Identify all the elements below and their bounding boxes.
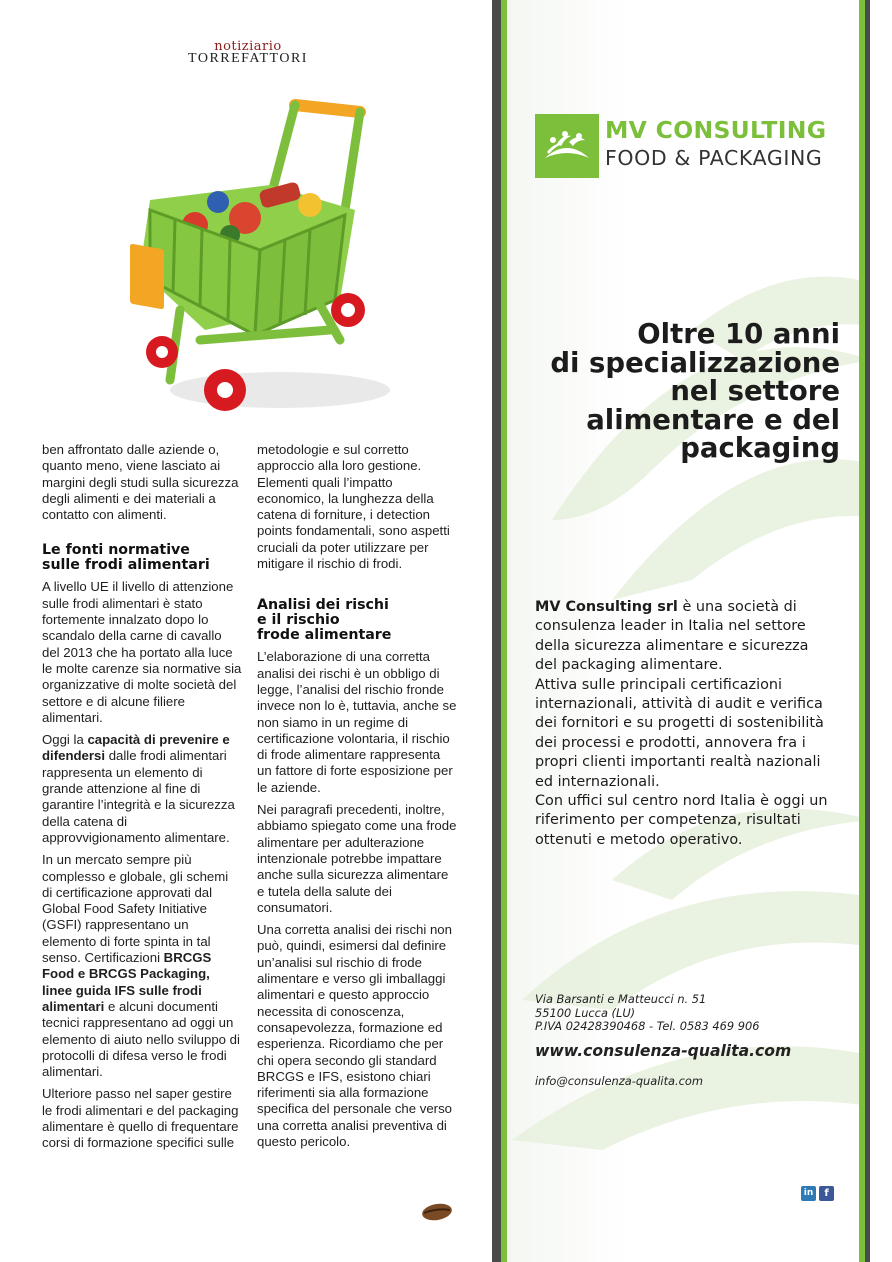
desc-paragraph-2: Attiva sulle principali certificazioni internazionali, attività di audit e verifica dei fornitori e su progetti di sostenibilità dei processi e prodotti, annovera fra i propri clienti importanti realtà nazionali ed internazionali. bbox=[535, 676, 824, 790]
website-link[interactable]: www.consulenza-qualita.com bbox=[535, 1042, 792, 1060]
address-city: 55100 Lucca (LU) bbox=[535, 1005, 636, 1020]
article-column-1 bbox=[42, 442, 242, 1158]
masthead-title: TORREFATTORI bbox=[188, 51, 308, 66]
heading-fonti-normative bbox=[42, 543, 242, 573]
heading-fonti-line1: Le fonti normative bbox=[42, 542, 190, 559]
col2-paragraph-3: Una corretta analisi dei rischi non può, quindi, esimersi dal definire un’analisi sul rischio di frode alimentare e verso gli imballaggi alimentari e questo approccio necessita di conoscenza, consapevolezza, formazione ed esperienza. Ricordiamo che per chi opera secondo gli standard BRCGS e IFS, esistono chiari riferimenti sia alla formazione specifica del personale che verso una corretta analisi preventiva di questo pericolo. bbox=[257, 922, 452, 1149]
address-vat-phone: P.IVA 02428390468 - Tel. 0583 469 906 bbox=[535, 1019, 760, 1034]
bold-capacita: capacità di prevenire e difendersi bbox=[42, 732, 230, 764]
heading-analisi-rischi bbox=[257, 598, 457, 643]
headline-line-2: di specializzazione bbox=[550, 346, 840, 379]
col1-paragraph-3: In un mercato sempre più complesso e globale, gli schemi di certificazione approvati dal Global Food Safety Initiative (GSFI) rappresentano un elemento di forte spinta in tal senso. Certificazioni BRCGS Food e BRCGS Packaging, linee guida IFS sulle frodi alimentari e alcuni documenti tecnici rappresentano ad oggi un elemento di aiuto nello sviluppo di protocolli di difesa verso le frodi alimentari. bbox=[42, 852, 240, 1080]
address-street: Via Barsanti e Matteucci n. 51 bbox=[535, 992, 707, 1006]
col1-paragraph-4: Ulteriore passo nel saper gestire le frodi alimentari e del packaging alimentare è quello di frequentare corsi di formazione specifici sulle bbox=[42, 1086, 239, 1151]
panel-right-margin bbox=[870, 0, 892, 1262]
linkedin-icon[interactable]: in bbox=[801, 1186, 816, 1201]
headline-line-1: Oltre 10 anni bbox=[637, 318, 840, 350]
article-column-2 bbox=[257, 442, 457, 1156]
headline-line-3: nel settore bbox=[670, 375, 840, 407]
col2-paragraph-1: L’elaborazione di una corretta analisi dei rischi è un obbligo di legge, l’analisi del rischio fronde invece non lo è, tuttavia, anche se non siamo in un regime di certificazione volontaria, il rischio di frode alimentare rappresenta un fattore di forte esposizione per le aziende. bbox=[257, 649, 457, 795]
contact-address bbox=[535, 993, 835, 1034]
shopping-cart-illustration bbox=[110, 90, 410, 430]
headline-line-4: alimentare e del bbox=[586, 403, 840, 436]
col2-intro: metodologie e sul corretto approccio alla loro gestione. Elementi quali l’impatto economico, la lunghezza della catena di forniture, i detection points fondamentali, sono aspetti cruciali da poter utilizzare per mitigare il rischio di frodi. bbox=[257, 442, 450, 572]
advert-description bbox=[535, 598, 835, 850]
masthead bbox=[178, 40, 318, 66]
mv-consulting-advert bbox=[492, 0, 892, 1262]
desc-paragraph-3: Con uffici sul centro nord Italia è oggi un riferimento per competenza, risultati ottenuti e metodo operativo. bbox=[535, 793, 828, 848]
heading-analisi-line2: e il rischio bbox=[257, 612, 340, 629]
company-name: MV Consulting srl bbox=[535, 599, 678, 615]
logo-subtitle: FOOD & PACKAGING bbox=[605, 146, 823, 170]
logo-title: MV CONSULTING bbox=[605, 116, 827, 144]
advert-headline bbox=[522, 320, 840, 463]
mv-consulting-logo-icon bbox=[535, 114, 599, 178]
col1-paragraph-1: A livello UE il livello di attenzione sulle frodi alimentari è stato fortemente innalzato dopo lo scandalo della carne di cavallo del 2013 che ha portato alla luce le molte carenze sia normative sia organizzative di molte società del settore e di alcune filiere alimentari. bbox=[42, 579, 242, 725]
headline-line-5: packaging bbox=[680, 432, 840, 464]
col2-paragraph-2: Nei paragrafi precedenti, inoltre, abbiamo spiegato come una frode alimentare per adulterazione intenzionale potrebbe impattare anche sulla sicurezza alimentare e tutela della salute dei consumatori. bbox=[257, 802, 457, 915]
heading-analisi-line1: Analisi dei rischi bbox=[257, 597, 389, 614]
heading-fonti-line2: sulle frodi alimentari bbox=[42, 557, 210, 574]
facebook-icon[interactable]: f bbox=[819, 1186, 834, 1201]
email-link[interactable]: info@consulenza-qualita.com bbox=[535, 1074, 703, 1088]
col1-paragraph-2: Oggi la capacità di prevenire e difendersi dalle frodi alimentari rappresenta un elemento di grande attenzione al fine di garantire l’integrità e la sicurezza della catena di approvvigionamento alimentare. bbox=[42, 732, 235, 845]
heading-analisi-line3: frode alimentare bbox=[257, 627, 392, 644]
masthead-notiziario: notiziario bbox=[214, 39, 282, 54]
col1-intro: ben affrontato dalle aziende o, quanto meno, viene lasciato ai margini degli studi sulla sicurezza degli alimenti e dei materiali a contatto con alimenti. bbox=[42, 442, 239, 523]
panel-left-green-bar bbox=[501, 0, 507, 1262]
panel-left-dark-bar bbox=[492, 0, 501, 1262]
desc-paragraph-1: MV Consulting srl è una società di consulenza leader in Italia nel settore della sicurezza alimentare e sicurezza del packaging alimentare. bbox=[535, 599, 809, 674]
coffee-bean-icon bbox=[420, 1200, 454, 1224]
bold-certificazioni: BRCGS Food e BRCGS Packaging, linee guida IFS sulle frodi alimentari bbox=[42, 950, 212, 1014]
